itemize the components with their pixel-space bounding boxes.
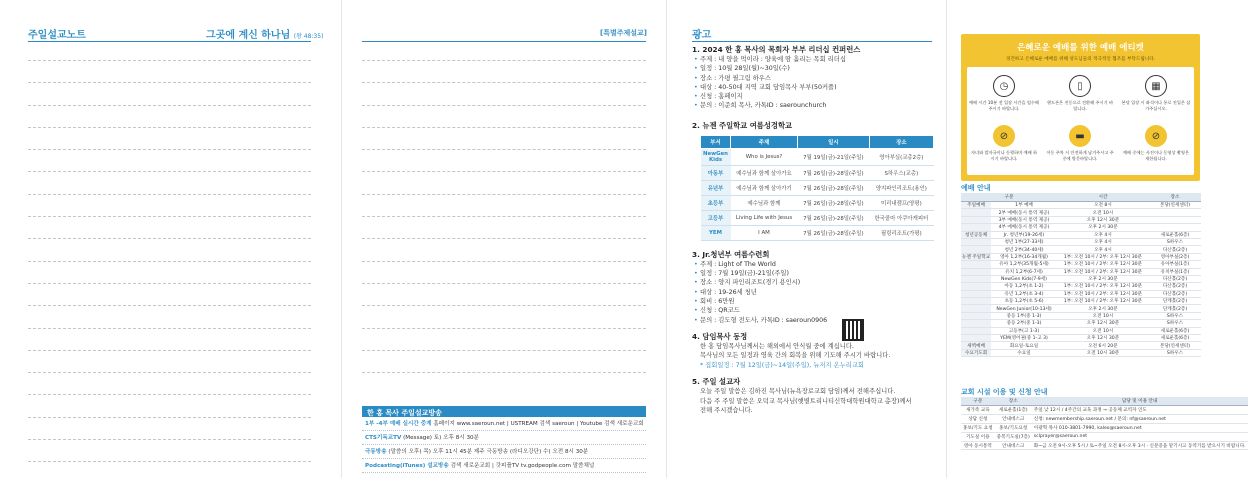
table-row: 수요기도회 수요일 오전 10시 30분 S하우스 [961,349,1201,356]
etiquette-panel [961,34,1200,181]
paragraph-line: 한 홍 담임목사님께서는 해외에서 안식월 중에 계십니다. [700,342,854,350]
note-line [28,439,311,440]
note-line [28,127,311,128]
list-item: • 대상 : 19-26세 청년 [692,288,932,297]
ad-3-title: 3. Jr.청년부 여름수련회 [692,249,770,259]
table-row: 고등부(고 1-3) 오전 10시 새로운홀(6층) [961,327,1201,334]
notes-header: 주일설교노트 [28,30,86,41]
note-line [362,261,646,262]
note-line [362,238,646,239]
no-camera-icon: ⊘ [993,125,1015,147]
broadcast-title: 한 홍 목사 주일설교방송 [362,406,646,417]
no-food-icon: ⊘ [1145,125,1167,147]
etiquette-box [967,67,1194,175]
note-line [362,305,646,306]
note-line [28,394,311,395]
table-row: 유아 1,2부(35개월-5세) 1부: 오전 10시 / 2부: 오후 12시 30분 유아부실(1층) [961,261,1201,268]
etiquette-title: 은혜로운 예배를 위한 예배 에티켓 [1017,43,1144,53]
paragraph-line: 전해 주시겠습니다. [700,407,753,415]
note-line [362,283,646,284]
broadcast-row: Podcasting(iTunes) 설교방송 검색 새로운교회 | 갓피플TV tv.godpeople.com 말씀채널 [362,459,646,473]
note-lines-left [28,60,311,484]
etiquette-item: ▬ 이동 주차 시 안전하게 남겨주시고 주 중에 방문바랍니다. [1045,125,1115,161]
table-header: 구분 [961,397,995,406]
note-line [362,60,646,61]
note-line [28,283,311,284]
table-row: 주일예배 1부 예배 오전 8시 본당(연세센터) [961,202,1201,209]
sermon-reference: (왕 48:35) [293,33,324,40]
table-header: 주제 [731,135,798,148]
note-line [362,149,646,150]
note-line [28,194,311,195]
note-line [28,305,311,306]
ad-1-title: 1. 2024 한 홍 목사의 목회자 부부 리더십 컨퍼런스 [692,45,861,54]
table-row: 청년 1부(27-33세) 오후 4시 S하우스 [961,238,1201,245]
table-row: NewGen Junior(10-13세) 오후 2시 30분 단계홀(2층) [961,305,1201,312]
paragraph-line: 오늘 주일 말씀은 김하진 목사님(뉴욕장로교회 담임)께서 전해주십니다. [700,388,896,396]
car-icon: ▬ [1069,125,1091,147]
table-row: 초등부 예수님과 함께 7월 26일(금)-28일(주일) 미리내캠프(양평) [701,195,934,210]
special-sermon-tag: [특별주제설교] [600,29,647,37]
ad-2-title: 2. 뉴젠 주일학교 여름성경학교 [692,120,793,130]
etiquette-subtitle: 경건하고 은혜로운 예배를 위해 성도님들의 적극적인 협조를 부탁드립니다. [1005,57,1156,62]
sermon-title [206,26,323,40]
notes-header-rule [28,41,311,42]
note-lines-middle [362,60,646,394]
list-item: • 신청 : 홈페이지 [692,92,932,101]
list-item: • 주제 : Light of The World [692,260,932,269]
note-line [28,461,311,462]
ads-header: 광고 [692,30,712,41]
list-item: • 장소 : 양지 파인리조트(경기 용인시) [692,278,932,287]
note-line [28,105,311,106]
note-line [362,350,646,351]
table-header: 일시 [798,135,870,148]
etiquette-item: ◷ 예배 시간 10분 전 입장 시간을 엄수해 주시기 바랍니다. [969,75,1039,111]
table-row: 3부 예배(동시 통역 제공) 오후 12시 30분 [961,216,1201,223]
note-line [362,171,646,172]
ad-5-title: 5. 주일 설교자 [692,377,741,387]
table-header: 시간 [1057,193,1149,202]
phone-icon: ▯ [1069,75,1091,97]
table-row: NewGen Kids Who is Jesus? 7월 19일(금)-21일(주일) 영아부실(교총2층) [701,148,934,165]
list-item: • 일정 : 10월 28일(월)~30일(수) [692,64,932,73]
table-row: 상담 신청 안내데스크 신청: newmembership.saeroun.net / 문의: nf@saeroun.net [961,414,1248,423]
table-row: 청년 2부(34-40세) 오후 4시 다산홀(2층) [961,246,1201,253]
list-item: • 대상 : 40-50대 지역 교회 담임목사 부부(50커플) [692,83,932,92]
note-line [28,328,311,329]
table-row: 기도실 이용 중복기도실(7층) sclprayer@saeroun.net [961,432,1248,441]
paragraph-line: 다음 주 주일 말씀은 오덕교 목사님(햇볕트리니티신학대학원대학교 총장)께서 [700,397,912,405]
note-line [28,149,311,150]
seat-icon: ▦ [1145,75,1167,97]
ads-header-rule [692,41,932,42]
qr-code[interactable] [842,319,864,341]
note-line [28,216,311,217]
note-line [362,328,646,329]
middle-header-rule [362,41,646,42]
table-row: 유치 1,2부(6-7세) 1부: 오전 10시 / 2부: 오후 12시 30분 유치부실(1층) [961,268,1201,275]
note-line [28,350,311,351]
list-item: • 일정 : 7월 19일(금)-21일(주일) [692,269,932,278]
note-line [28,417,311,418]
table-row: 새가족 교육 새로운홀(1층) 주일 낮 12시 / 4주간의 교육 과정 → 공동체 교역자 인도 [961,406,1248,415]
table-header: 장소 [1149,193,1201,202]
broadcast-row: CTS기독교TV (Message) 토) 오후 8시 30분 [362,431,646,445]
note-line [28,60,311,61]
paragraph-line: * 집회일정 : 7월 12일(금)~14일(주일), 뉴저지 온누리교회 [700,361,864,369]
table-row: 중등 1부(중 1-3) 오전 10시 S하우스 [961,312,1201,319]
table-row: 유년부 예수님과 함께 살아가기 7월 26일(금)-28일(주일) 양지파인리조트(용인) [701,180,934,195]
etiquette-item: ⊘ 예배 중에는 사진이나 동영상 촬영은 제한됩니다. [1121,125,1191,161]
note-line [28,171,311,172]
note-line [362,216,646,217]
announcements [692,43,932,416]
table-row: 영아 동시통역 안내데스크 화~금 오전 9시-오후 5시 / 토~주일 오전 8시-오후 3시 · 신분증을 맡기시고 동역기를 받으시기 바랍니다. [961,441,1248,450]
vbs-table [700,135,934,241]
note-line [362,194,646,195]
table-row: 중등 2부(중 1-3) 오후 12시 30분 S하우스 [961,320,1201,327]
list-item: • 문의 : 이준희 목사, 카톡ID : saerounchurch [692,101,932,110]
worship-section-title: 예배 안내 [961,184,991,192]
facility-section-title: 교회 시설 이용 및 신청 안내 [961,388,1048,396]
etiquette-item: ▯ 핸드폰은 진동으로 전환해 주시기 바랍니다. [1045,75,1115,111]
table-row: YEM(영어권(중 1-고 3) 오후 12시 30분 새로운홀(6층) [961,335,1201,342]
table-row: 아동 1,2부(초 1-2) 1부: 오전 10시 / 2부: 오후 12시 30분 다산홀(2층) [961,283,1201,290]
note-line [362,127,646,128]
table-row: 새벽예배 화요일-토요일 오전 6시 20분 본당(연세센터) [961,342,1201,349]
note-line [28,261,311,262]
table-header: 장소 [869,135,933,148]
table-row: 고등부 Living Life with Jesus 7월 26일(금)-28일(주일) 한국콜마 아쿠아캐피터 [701,210,934,225]
note-line [28,82,311,83]
worship-table [961,193,1201,357]
table-header: 부서 [701,135,731,148]
table-row: NewGen Kids(7-9세) 오후 2시 30분 다산홀(2층) [961,275,1201,282]
table-row: 2부 예배(동시 통역 제공) 오전 10시 [961,209,1201,216]
table-row: 아동부 예수님과 함께 살아가요 7월 26일(금)-28일(주일) S하우스(교총) [701,165,934,180]
list-item: • 주제 : 내 양을 먹이라 : 양육에 땀 흘리는 목회 리더십 [692,55,932,64]
note-line [362,372,646,373]
list-item: • 신청 : QR코드 [692,306,932,315]
table-header: 담당 및 이용 안내 [1032,397,1248,406]
sermon-title-text: 그곳에 계신 하나님 [206,30,291,41]
table-row: YEM I AM 7월 26일(금)-28일(주일) 필링리조트(가평) [701,225,934,240]
table-header: 구분 [961,193,1057,202]
facility-table [961,397,1248,450]
list-item: • 문의 : 김도형 전도사, 카톡ID : saeroun0906 [692,316,932,325]
list-item: • 장소 : 가평 필그림 하우스 [692,74,932,83]
table-row: 유년 1,2부(초 3-4) 1부: 오전 10시 / 2부: 오후 12시 30분 다산홀(2층) [961,290,1201,297]
table-row: 청년공동체 Jr. 청년부(19-26세) 오후 4시 새로운홀(6층) [961,231,1201,238]
note-line [362,105,646,106]
table-row: 초등 1,2부(초 5-6) 1부: 오전 10시 / 2부: 오후 12시 30분 단계홀(2층) [961,298,1201,305]
table-row: 뉴젠 주일학교 영아 1,2부(16-34개월) 1부: 오전 10시 / 2부: 오후 12시 30분 영아부실(2층) [961,253,1201,260]
note-line [28,238,311,239]
paragraph-line: 목사님의 모든 일정과 영육 간의 회복을 위해 기도해 주시기 바랍니다. [700,352,891,360]
list-item: • 회비 : 6만원 [692,297,932,306]
broadcast-row: 극동방송 (말씀의 오후) 목) 오후 11시 45분 제주 극동방송 (라디오강단) 수) 오전 8시 30분 [362,445,646,459]
table-header: 장소 [995,397,1032,406]
broadcast-row: 1부 -4부 예배 실시간 중계 홈페이지 www.saeroun.net | USTREAM 검색 saeroun | Youtube 검색 새로운교회 [362,417,646,431]
note-line [28,372,311,373]
clock-icon: ◷ [993,75,1015,97]
note-line [362,82,646,83]
table-row: 홍보/기도 요청 홍보/기도요청 이광혁 목사 010-3801-7990, kaleo@saeroun.net [961,423,1248,432]
etiquette-item: ⊘ 자녀와 발자국이나 동행하며 예배 하시기 바랍니다. [969,125,1039,161]
ad-4-title: 4. 담임목사 동정 [692,331,748,341]
broadcast-box [362,406,646,474]
etiquette-item: ▦ 본당 입장 시 좌석이나 통로 진입은 삼가주십시오. [1121,75,1191,111]
table-row: 4부 예배(동시 통역 제공) 오후 2시 30분 [961,224,1201,231]
